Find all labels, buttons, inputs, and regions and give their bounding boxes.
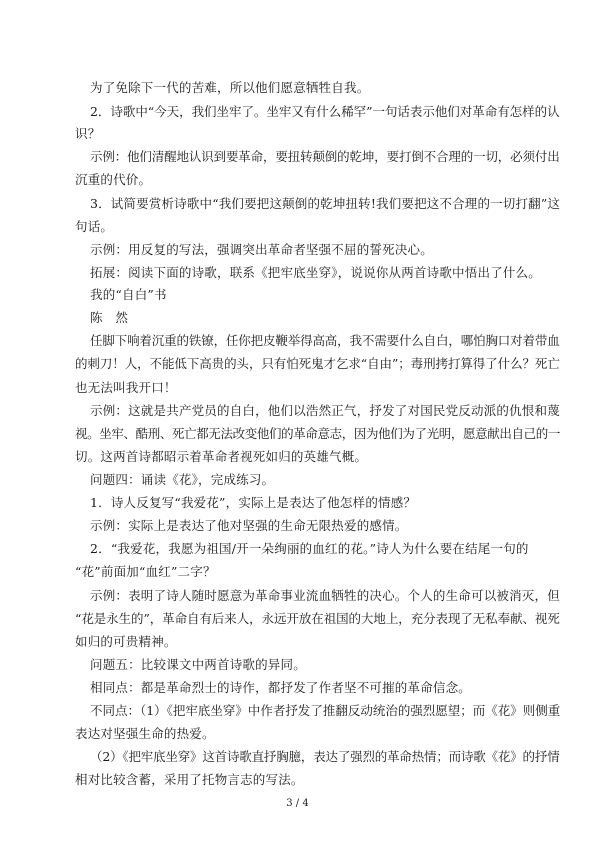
paragraph-line: 视。坐牢、酷刑、死亡都无法改变他们的革命意志，因为他们为了光明，愿意献出自己的一 <box>75 426 561 441</box>
similarity-line: 相同点：都是革命烈士的诗作，都抒发了作者坚不可摧的革命信念。 <box>90 680 472 695</box>
question-3-line: 3．试简要赏析诗歌中“我们要把这颠倒的乾坤扭转!我们要把这不合理的一切打翻”这 <box>90 196 561 211</box>
difference-line: （2）《把牢底坐穿》这首诗歌直抒胸臆，表达了强烈的革命热情；而诗歌《花》的抒情 <box>90 749 560 764</box>
example-answer-line: 示例：用反复的写法，强调突出革命者坚强不屈的誓死决心。 <box>90 242 433 257</box>
example-answer-line: 示例：他们清醒地认识到要革命，要扭转颠倒的乾坤，要打倒不合理的一切，必须付出 <box>90 149 560 164</box>
question-4-heading: 问题四：诵读《花》，完成练习。 <box>90 472 275 487</box>
poem-line: 也无法叫我开口！ <box>75 380 177 395</box>
poem-line: 的刺刀！人，不能低下高贵的头，只有怕死鬼才乞求“自由”；毒刑拷打算得了什么？死亡 <box>75 356 560 371</box>
paragraph-line: 切。这两首诗都昭示着革命者视死如归的英雄气概。 <box>75 449 368 464</box>
paragraph-line: 为了免除下一代的苦难，所以他们愿意牺牲自我。 <box>90 80 370 95</box>
paragraph-line: 识？ <box>75 126 101 141</box>
poem-line: 任脚下响着沉重的铁镣，任你把皮鞭举得高高，我不需要什么自白，哪怕胸口对着带血 <box>90 333 560 348</box>
paragraph-line: 如归的可贵精神。 <box>75 634 177 649</box>
difference-line: 不同点：（1）《把牢底坐穿》中作者抒发了推翻反动统治的强烈愿望；而《花》则侧重 <box>90 703 561 718</box>
question-line: 2．“我爱花，我愿为祖国/开一朵绚丽的血红的花。”诗人为什么要在结尾一句的 <box>90 541 529 556</box>
poem-author: 陈 然 <box>90 310 129 325</box>
question-line: 1．诗人反复写“我爱花”，实际上是表达了他怎样的情感？ <box>90 495 417 510</box>
paragraph-line: 相对比较含蓄，采用了托物言志的写法。 <box>75 772 304 787</box>
example-answer-line: 示例：实际上是表达了他对坚强的生命无限热爱的感情。 <box>90 518 408 533</box>
question-2-line: 2．诗歌中“今天，我们坐牢了。坐牢又有什么稀罕”一句话表示他们对革命有怎样的认 <box>90 104 560 119</box>
example-answer-line: 示例：表明了诗人随时愿意为革命事业流血牺牲的决心。个人的生命可以被消灭，但 <box>90 588 560 603</box>
paragraph-line: 句话。 <box>75 219 114 234</box>
page-number: 3 / 4 <box>286 798 309 809</box>
paragraph-line: 沉重的代价。 <box>75 172 152 187</box>
paragraph-line: 表达对坚强生命的热爱。 <box>75 726 215 741</box>
question-5-heading: 问题五：比较课文中两首诗歌的异同。 <box>90 657 306 672</box>
extension-line: 拓展：阅读下面的诗歌，联系《把牢底坐穿》，说说你从两首诗歌中悟出了什么。 <box>90 265 541 280</box>
paragraph-line: “花是永生的”，革命自有后来人，永远开放在祖国的大地上，充分表现了无私奉献、视死 <box>75 611 560 626</box>
poem-title: 我的“自白”书 <box>90 287 167 302</box>
paragraph-line: “花”前面加“血红”二字？ <box>75 564 216 579</box>
example-answer-line: 示例：这就是共产党员的自白，他们以浩然正气，抒发了对国民党反动派的仇恨和蔑 <box>90 403 560 418</box>
